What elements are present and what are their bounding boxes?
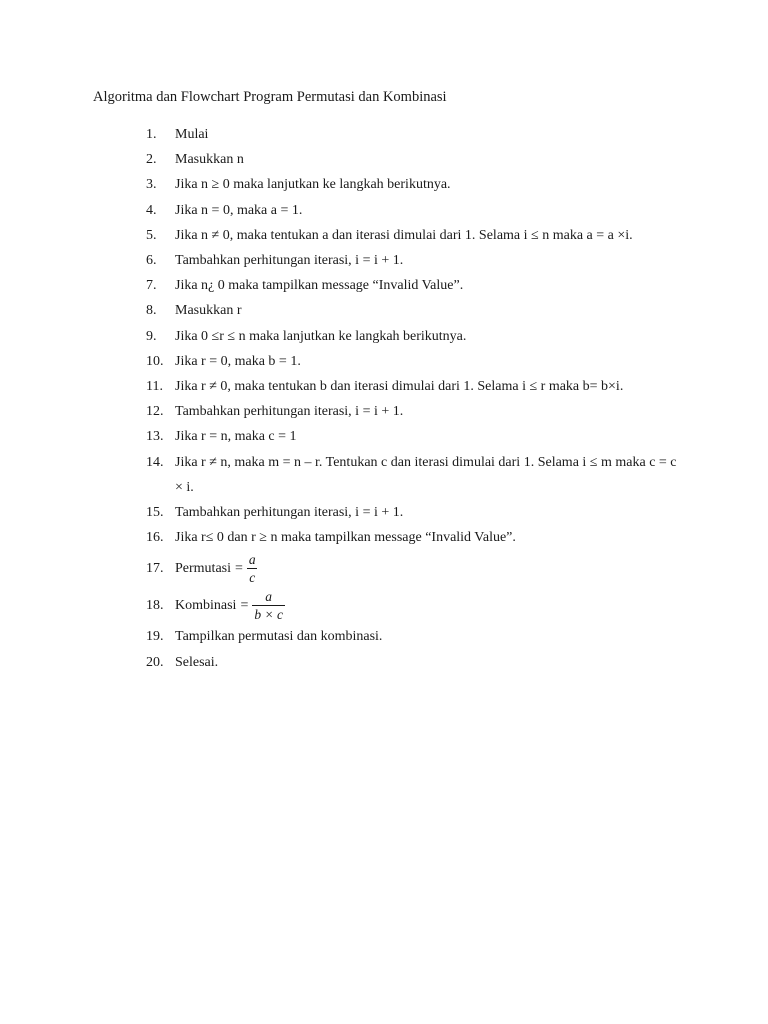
document-title: Algoritma dan Flowchart Program Permutasi dan Kombinasi (93, 89, 447, 105)
step-text: Jika n¿ 0 maka tampilkan message “Invalid Value”. (175, 278, 464, 294)
step-number: 10. (146, 353, 164, 369)
step-text: Masukkan r (175, 303, 242, 319)
step-8 (0, 298, 768, 323)
step-number: 16. (146, 530, 164, 546)
step-number: 5. (146, 227, 157, 243)
step-number: 19. (146, 629, 164, 645)
step-number: 9. (146, 328, 157, 344)
step-number: 8. (146, 303, 157, 319)
step-number: 17. (146, 561, 164, 577)
step-7 (0, 273, 768, 298)
step-text: Jika r≤ 0 dan r ≥ n maka tampilkan message “Invalid Value”. (175, 530, 516, 546)
step-2 (0, 147, 768, 172)
step-number: 6. (146, 253, 157, 269)
step-number: 11. (146, 379, 163, 395)
step-20 (0, 650, 768, 675)
permutation-fraction (247, 552, 258, 585)
equals-sign: = (235, 561, 243, 577)
step-number: 20. (146, 654, 164, 670)
step-number: 2. (146, 152, 157, 168)
formula-line (175, 550, 678, 587)
step-number: 18. (146, 598, 164, 614)
step-text: Tambahkan perhitungan iterasi, i = i + 1. (175, 505, 404, 521)
step-13 (0, 424, 768, 449)
step-text: Tampilkan permutasi dan kombinasi. (175, 629, 383, 645)
step-text: Jika r = 0, maka b = 1. (175, 353, 301, 369)
step-9 (0, 324, 768, 349)
step-1 (0, 122, 768, 147)
step-19 (0, 624, 768, 649)
step-text: Jika r = n, maka c = 1 (175, 429, 297, 445)
combination-fraction (252, 589, 285, 622)
step-number: 4. (146, 202, 157, 218)
step-11 (0, 374, 768, 399)
step-12 (0, 399, 768, 424)
fraction-denominator: c (249, 570, 256, 586)
step-text: Mulai (175, 127, 209, 142)
step-15 (0, 500, 768, 525)
fraction-denominator: b × c (254, 607, 283, 623)
step-6 (0, 248, 768, 273)
step-text: Jika n = 0, maka a = 1. (175, 202, 303, 218)
fraction-numerator: a (248, 552, 256, 568)
step-text: Masukkan n (175, 152, 244, 168)
step-number: 3. (146, 177, 157, 193)
step-text: Jika n ≥ 0 maka lanjutkan ke langkah berikutnya. (175, 177, 451, 193)
step-text: Tambahkan perhitungan iterasi, i = i + 1. (175, 404, 404, 420)
step-4 (0, 198, 768, 223)
algorithm-step-list (0, 122, 768, 675)
step-14 (0, 450, 768, 500)
formula-line (175, 587, 678, 624)
step-number: 1. (146, 127, 157, 142)
step-16 (0, 525, 768, 550)
step-number: 12. (146, 404, 164, 420)
step-18-combination-formula (0, 587, 768, 624)
formula-label: Kombinasi (175, 598, 237, 614)
step-10 (0, 349, 768, 374)
step-text: Selesai. (175, 654, 219, 670)
step-17-permutation-formula (0, 550, 768, 587)
formula-label: Permutasi (175, 561, 231, 577)
step-number: 7. (146, 278, 157, 294)
fraction-numerator: a (265, 589, 273, 605)
step-number: 14. (146, 454, 164, 470)
step-text: Jika r ≠ 0, maka tentukan b dan iterasi dimulai dari 1. Selama i ≤ r maka b= b×i. (175, 379, 624, 395)
step-number: 13. (146, 429, 164, 445)
step-3 (0, 172, 768, 197)
step-text: Jika r ≠ n, maka m = n – r. Tentukan c dan iterasi dimulai dari 1. Selama i ≤ m maka c = c × i. (175, 454, 677, 495)
step-number: 15. (146, 505, 164, 521)
step-text: Jika n ≠ 0, maka tentukan a dan iterasi dimulai dari 1. Selama i ≤ n maka a = a ×i. (175, 227, 633, 243)
step-text: Jika 0 ≤r ≤ n maka lanjutkan ke langkah berikutnya. (175, 328, 467, 344)
step-5 (0, 223, 768, 248)
step-text: Tambahkan perhitungan iterasi, i = i + 1. (175, 253, 404, 269)
equals-sign: = (240, 598, 249, 614)
